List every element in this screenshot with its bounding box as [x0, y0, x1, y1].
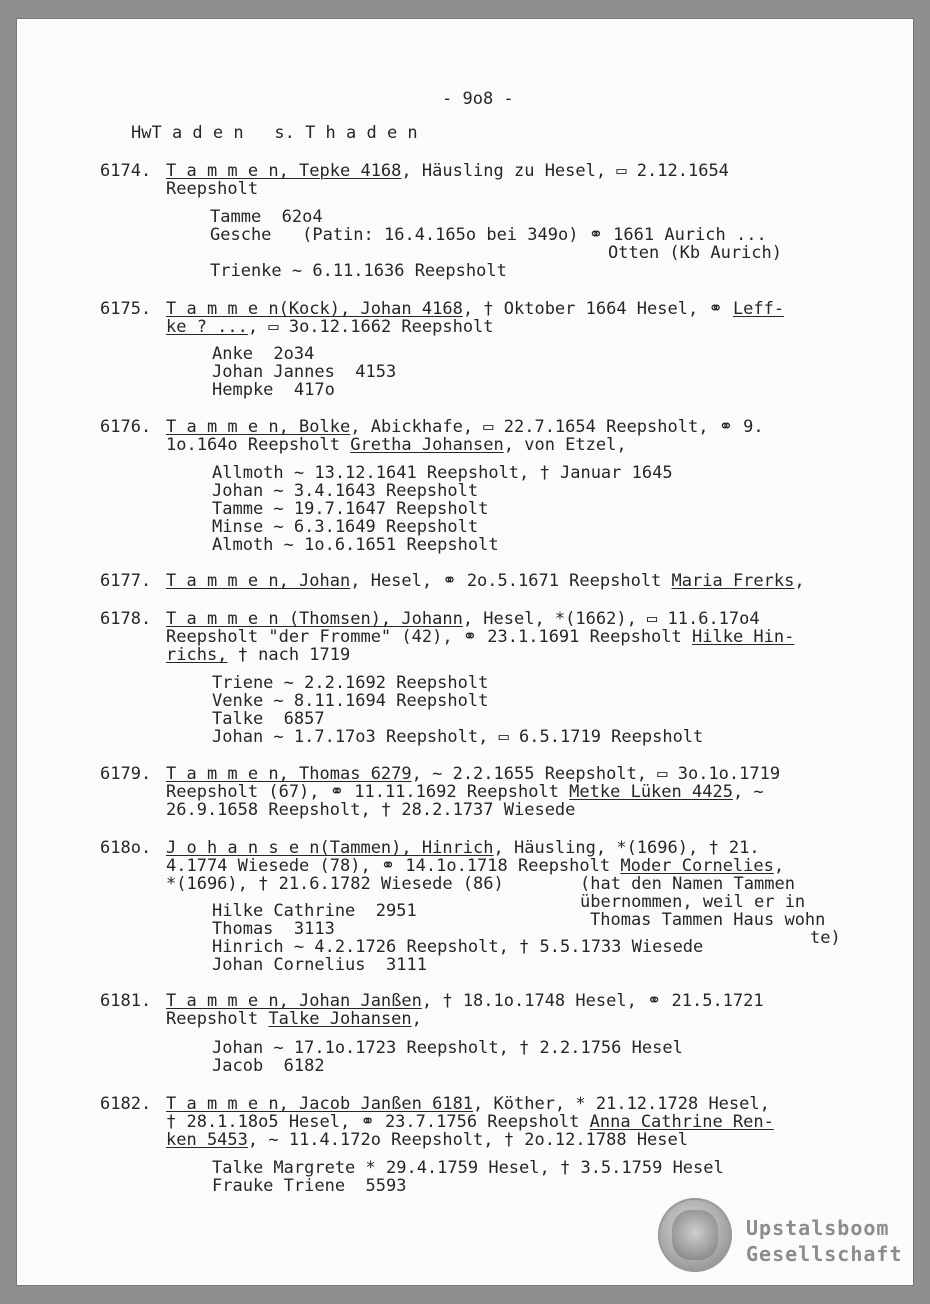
note-line: übernommen, weil er in — [580, 892, 806, 912]
entry-number: 6177. — [100, 571, 152, 591]
entry-name: T a m m e n, Johan — [166, 571, 351, 591]
child-line: Otten (Kb Aurich) — [608, 243, 782, 263]
entry-name: T a m m e n (Thomsen), Johann — [166, 609, 463, 629]
spouse-name: Leff- — [732, 299, 785, 319]
child-line: Triene ~ 2.2.1692 Reepsholt — [212, 673, 489, 693]
entry-number: 6175. — [100, 299, 152, 319]
entry-line: T a m m e n, Bolke, Abickhafe, ▭ 22.7.1654 Reepsholt, ⚭ 9. — [166, 417, 764, 437]
child-line: Frauke Triene 5593 — [212, 1176, 407, 1196]
child-line: Johan ~ 3.4.1643 Reepsholt — [212, 481, 479, 501]
child-line: Almoth ~ 1o.6.1651 Reepsholt — [212, 535, 499, 555]
seal-icon — [658, 1198, 732, 1272]
spouse-name: Anna Cathrine Ren- — [589, 1112, 774, 1132]
child-line: Johan Cornelius 3111 — [212, 955, 427, 975]
entry-line: Reepsholt Talke Johansen, — [166, 1009, 422, 1029]
child-line: Venke ~ 8.11.1694 Reepsholt — [212, 691, 489, 711]
entry-name: T a m m e n, Thomas 6279 — [166, 764, 412, 784]
entry-line: T a m m e n, Johan Janßen, † 18.1o.1748 Hesel, ⚭ 21.5.1721 — [166, 991, 764, 1011]
entry-line: ke ? ..., ▭ 3o.12.1662 Reepsholt — [166, 317, 494, 337]
child-line: Anke 2o34 — [212, 344, 315, 364]
spouse-name: ken 5453 — [166, 1130, 248, 1150]
header-code: Hw — [131, 123, 152, 143]
child-line: Hilke Cathrine 2951 — [212, 901, 417, 921]
child-line: Johan Jannes 4153 — [212, 362, 397, 382]
logo-line1: Upstalsboom — [746, 1216, 890, 1240]
entry-number: 618o. — [100, 838, 152, 858]
child-line: Johan ~ 1.7.17o3 Reepsholt, ▭ 6.5.1719 Reepsholt — [212, 727, 704, 747]
entry-name: T a m m e n, Tepke 4168 — [166, 161, 402, 181]
entry-line: Reepsholt (67), ⚭ 11.11.1692 Reepsholt Metke Lüken 4425, ~ — [166, 782, 764, 802]
entry-number: 6176. — [100, 417, 152, 437]
child-line: Tamme 62o4 — [210, 207, 323, 227]
spouse-name: Talke Johansen — [268, 1009, 412, 1029]
entry-number: 6181. — [100, 991, 152, 1011]
child-line: Allmoth ~ 13.12.1641 Reepsholt, † Januar 1645 — [212, 463, 673, 483]
entry-line: 1o.164o Reepsholt Gretha Johansen, von Etzel, — [166, 435, 627, 455]
child-line: Minse ~ 6.3.1649 Reepsholt — [212, 517, 479, 537]
note-line: te) — [810, 928, 841, 948]
entry-line: † 28.1.18o5 Hesel, ⚭ 23.7.1756 Reepsholt Anna Cathrine Ren- — [166, 1112, 774, 1132]
entry-number: 6178. — [100, 609, 152, 629]
entry-line: T a m m e n(Kock), Johan 4168, † Oktober 1664 Hesel, ⚭ Leff- — [166, 299, 785, 319]
entry-line: richs, † nach 1719 — [166, 645, 351, 665]
entry-line: J o h a n s e n(Tammen), Hinrich, Häusling, *(1696), † 21. — [166, 838, 760, 858]
child-line: Trienke ~ 6.11.1636 Reepsholt — [210, 261, 507, 281]
child-line: Jacob 6182 — [212, 1056, 325, 1076]
entry-line: T a m m e n, Jacob Janßen 6181, Köther, * 21.12.1728 Hesel, — [166, 1094, 770, 1114]
entry-line: Reepsholt — [166, 179, 259, 199]
page-number: - 9o8 - — [442, 89, 514, 109]
spouse-name: richs, — [166, 645, 228, 665]
child-line: Talke Margrete * 29.4.1759 Hesel, † 3.5.1759 Hesel — [212, 1158, 724, 1178]
entry-line: *(1696), † 21.6.1782 Wiesede (86) — [166, 874, 504, 894]
entry-line: T a m m e n (Thomsen), Johann, Hesel, *(1662), ▭ 11.6.17o4 — [166, 609, 760, 629]
child-line: Gesche (Patin: 16.4.165o bei 349o) ⚭ 1661 Aurich ... — [210, 225, 767, 245]
entry-name: T a m m e n(Kock), Johan 4168 — [166, 299, 463, 319]
entry-line: Reepsholt "der Fromme" (42), ⚭ 23.1.1691 Reepsholt Hilke Hin- — [166, 627, 795, 647]
entry-number: 6174. — [100, 161, 152, 181]
child-line: Johan ~ 17.1o.1723 Reepsholt, † 2.2.1756 Hesel — [212, 1038, 683, 1058]
spouse-name: Metke Lüken 4425 — [569, 782, 733, 802]
child-line: Hinrich ~ 4.2.1726 Reepsholt, † 5.5.1733 Wiesede — [212, 937, 704, 957]
child-line: Tamme ~ 19.7.1647 Reepsholt — [212, 499, 489, 519]
spouse-name: ke ? ... — [166, 317, 248, 337]
entry-name: T a m m e n, Johan Janßen — [166, 991, 422, 1011]
child-line: Hempke 417o — [212, 380, 335, 400]
entry-line: T a m m e n, Thomas 6279, ~ 2.2.1655 Reepsholt, ▭ 3o.1o.1719 — [166, 764, 781, 784]
entry-name: T a m m e n, Bolke — [166, 417, 351, 437]
entry-name: J o h a n s e n(Tammen), Hinrich — [166, 838, 494, 858]
header-name: T a d e n — [151, 123, 244, 143]
header-ref: T h a d e n — [305, 123, 418, 143]
entry-line: T a m m e n, Tepke 4168, Häusling zu Hesel, ▭ 2.12.1654 — [166, 161, 729, 181]
logo-line2: Gesellschaft — [746, 1242, 903, 1266]
child-line: Talke 6857 — [212, 709, 325, 729]
entry-line: T a m m e n, Johan, Hesel, ⚭ 2o.5.1671 Reepsholt Maria Frerks, — [166, 571, 805, 591]
spouse-name: Moder Cornelies — [620, 856, 774, 876]
spouse-name: Maria Frerks — [671, 571, 795, 591]
note-line: Thomas Tammen Haus wohn — [590, 910, 826, 930]
entry-line: 4.1774 Wiesede (78), ⚭ 14.1o.1718 Reepsholt Moder Cornelies, — [166, 856, 785, 876]
entry-line: 26.9.1658 Reepsholt, † 28.2.1737 Wiesede — [166, 800, 576, 820]
spouse-name: Gretha Johansen — [350, 435, 504, 455]
entry-name: T a m m e n, Jacob Janßen 6181 — [166, 1094, 474, 1114]
header-see: s. — [274, 123, 295, 143]
spouse-name: Hilke Hin- — [692, 627, 795, 647]
child-line: Thomas 3113 — [212, 919, 335, 939]
header-line — [131, 124, 418, 142]
entry-line: ken 5453, ~ 11.4.172o Reepsholt, † 2o.12.1788 Hesel — [166, 1130, 688, 1150]
entry-number: 6179. — [100, 764, 152, 784]
document-page — [16, 18, 914, 1286]
entry-number: 6182. — [100, 1094, 152, 1114]
note-line: (hat den Namen Tammen — [580, 874, 795, 894]
